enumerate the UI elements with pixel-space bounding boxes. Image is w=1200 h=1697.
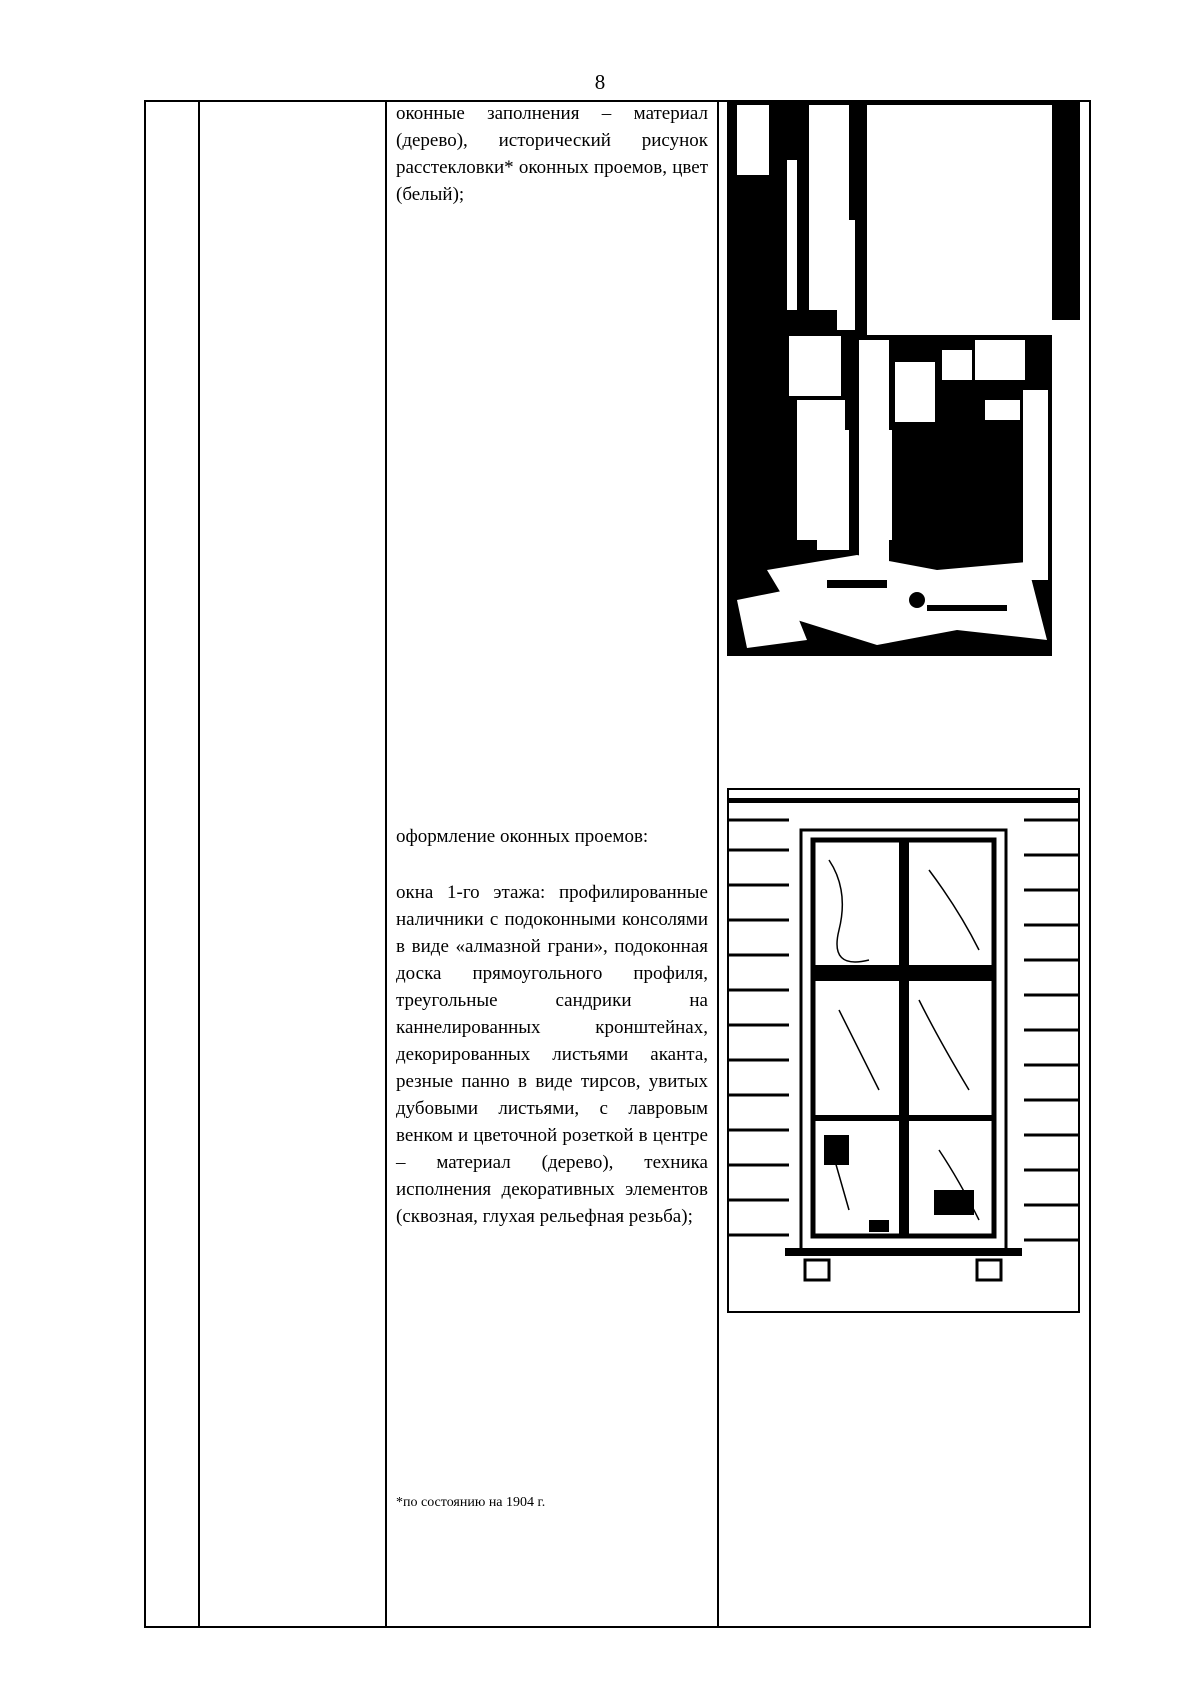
window-design-text: окна 1-го этажа: профилированные наличники с подоконными консолями в виде «алмазной грани», подоконная доска прямоугольного профиля, треугольные сандрики на каннелированных кронштейнах, декорированных листьями аканта, резные панно в виде тирсов, увитых дубовыми листьями, с лавровым венком и цветочной розеткой в центре – материал (дерево), техника исполнения декоративных элементов (сквозная, глухая рельефная резьба); — [396, 882, 708, 1227]
page-number: 8 — [594, 70, 606, 94]
column-divider-1 — [198, 100, 200, 1628]
column-divider-2 — [385, 100, 387, 1628]
interior-window-photo — [727, 100, 1080, 656]
window-design-title: оформление оконных проемов: — [396, 826, 649, 847]
footnote: *по состоянию на 1904 г. — [396, 1495, 546, 1510]
column-divider-3 — [717, 100, 719, 1628]
interior-window-photo-icon — [727, 100, 1080, 656]
facade-window-photo — [727, 788, 1080, 1313]
facade-window-photo-icon — [729, 790, 1078, 1311]
window-fill-text: оконные заполнения – материал (дерево), исторический рисунок расстекловки* оконных проемов, цвет (белый); — [396, 103, 708, 205]
